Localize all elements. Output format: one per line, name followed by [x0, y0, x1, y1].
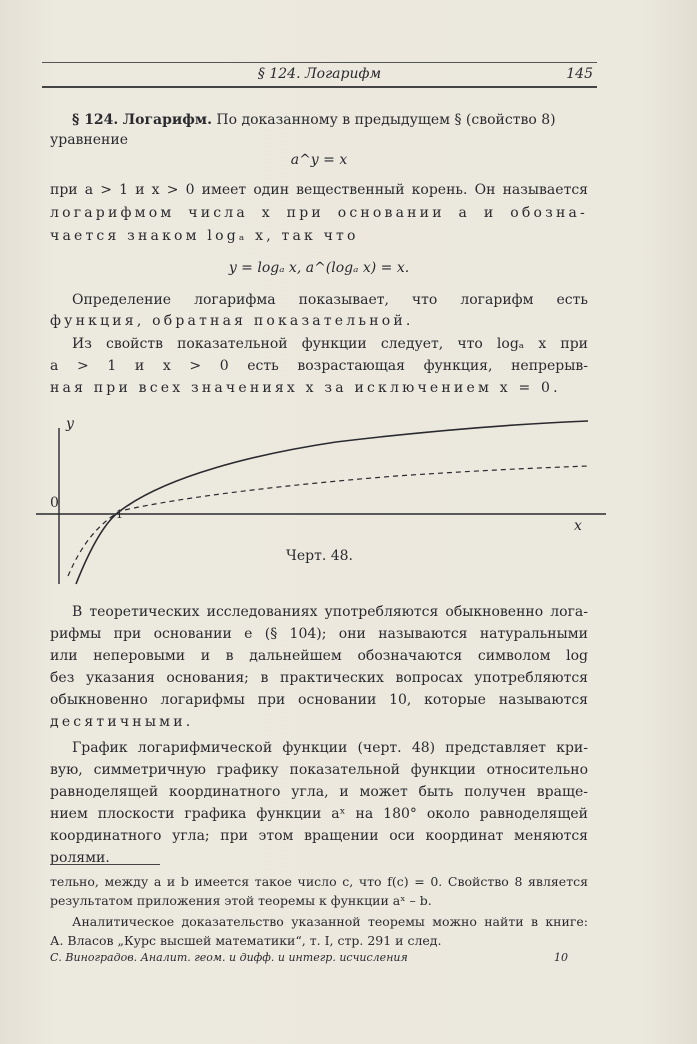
log-graph — [36, 416, 606, 591]
paragraph-1-line-1: при a > 1 и x > 0 имеет один вещественный корень. Он называется — [50, 182, 588, 198]
header-rule-top — [42, 62, 597, 63]
section-intro-text: По доказанному в предыдущем § (свойство 8) уравнение — [50, 112, 556, 148]
paragraph-2-line-2: функция, обратная показательной. — [50, 313, 414, 329]
paragraph-5-line-1: График логарифмической функции (черт. 48) представляет кри- — [72, 740, 588, 756]
x-axis-label: x — [574, 518, 582, 534]
paragraph-2-line-1: Определение логарифма показывает, что логарифм есть — [72, 292, 588, 308]
paragraph-3-line-3: ная при всех значениях x за исключением x = 0. — [50, 380, 561, 396]
paragraph-3-line-2: a > 1 и x > 0 есть возрастающая функция, непрерыв- — [50, 358, 588, 374]
one-label: 1 — [116, 508, 123, 521]
footer-signature: С. Виноградов. Аналит. геом. и дифф. и интегр. исчисления — [50, 951, 408, 964]
paragraph-1-line-2: логарифмом числа x при основании a и обозна- — [50, 205, 588, 221]
origin-label: 0 — [50, 495, 59, 511]
header-title: § 124. Логарифм — [257, 66, 382, 82]
footnote-line-3: Аналитическое доказательство указанной теоремы можно найти в книге: — [72, 914, 588, 929]
paragraph-5-line-5: координатного угла; при этом вращении оси координат меняются — [50, 828, 588, 844]
paragraph-5-line-3: равноделящей координатного угла, и может быть получен враще- — [50, 784, 588, 800]
figure-caption: Черт. 48. — [286, 548, 353, 564]
header-rule-bottom — [42, 86, 597, 88]
paragraph-4-line-3: или неперовыми и в дальнейшем обозначаются символом log — [50, 648, 588, 664]
paragraph-3-line-1: Из свойств показательной функции следует, что logₐ x при — [72, 336, 588, 352]
paragraph-4-line-1: В теоретических исследованиях употребляются обыкновенно лога- — [72, 604, 588, 620]
paragraph-5-line-2: вую, симметричную графику показательной функции относительно — [50, 762, 588, 778]
page-number: 145 — [566, 66, 593, 82]
paragraph-5-line-4: нием плоскости графика функции aˣ на 180° около равноделящей — [50, 806, 588, 822]
section-intro — [50, 110, 588, 150]
paragraph-1-line-3: чается знаком logₐ x, так что — [50, 228, 359, 244]
equation-2: y = logₐ x, a^(logₐ x) = x. — [228, 260, 410, 276]
section-name: Логарифм. — [122, 112, 212, 128]
paragraph-4-line-5: обыкновенно логарифмы при основании 10, которые называются — [50, 692, 588, 708]
y-axis-label: y — [66, 416, 74, 432]
footer-sheet-number: 10 — [554, 951, 568, 964]
equation-1: a^y = x — [290, 152, 348, 168]
paragraph-4-line-6: десятичными. — [50, 714, 194, 730]
footnote-rule — [50, 864, 160, 865]
footnote-line-2: результатом приложения этой теоремы к функции aˣ – b. — [50, 893, 432, 908]
paragraph-4-line-2: рифмы при основании e (§ 104); они называются натуральными — [50, 626, 588, 642]
figure-48 — [36, 416, 606, 591]
footnote-line-4: А. Власов „Курс высшей математики“, т. I, стр. 291 и след. — [50, 933, 442, 948]
paragraph-5-line-6: ролями. — [50, 850, 110, 866]
page-footer — [50, 951, 588, 964]
running-header — [42, 62, 597, 88]
section-number: § 124. — [72, 112, 119, 128]
footnote-line-1: тельно, между a и b имеется такое число c, что f(c) = 0. Свойство 8 является — [50, 874, 588, 889]
paragraph-4-line-4: без указания основания; в практических вопросах употребляются — [50, 670, 588, 686]
